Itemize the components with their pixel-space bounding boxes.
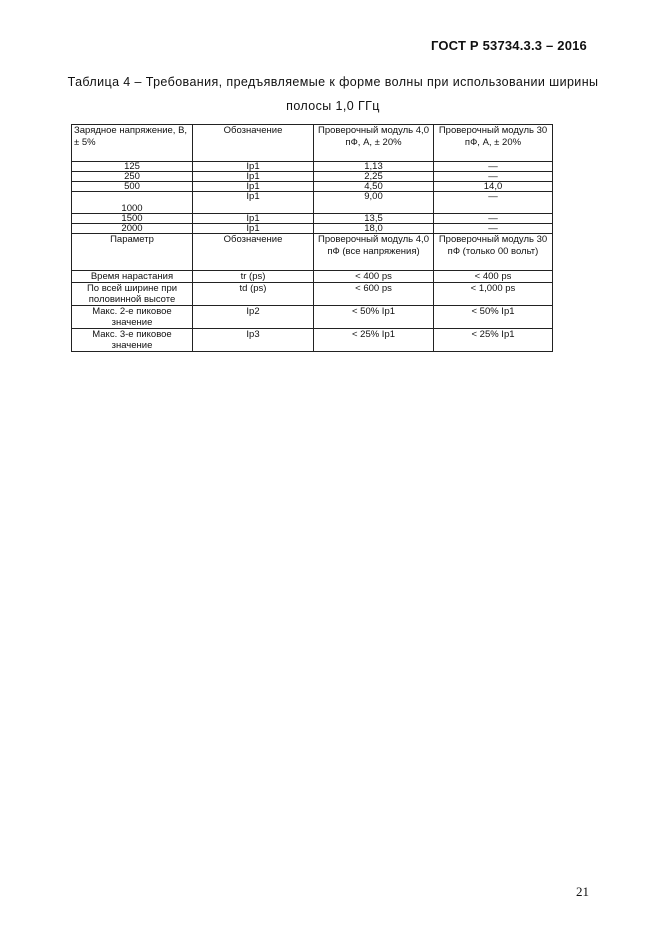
voltage-cell: 2000 — [72, 224, 193, 234]
table-row — [72, 283, 553, 306]
module-4pf-cell: 4,50 — [314, 182, 434, 192]
parameter-cell: Макс. 2-е пиковое значение — [72, 306, 193, 329]
table-subheader-row — [72, 234, 553, 271]
module-4pf-cell: 2,25 — [314, 172, 434, 182]
module-4pf-cell: 18,0 — [314, 224, 434, 234]
designation-cell: tr (ps) — [193, 271, 314, 283]
parameter-cell: По всей ширине при половинной высоте — [72, 283, 193, 306]
module-30pf-cell: < 25% Ip1 — [434, 329, 553, 352]
module-4pf-cell: 1,13 — [314, 162, 434, 172]
module-4pf-cell: 13,5 — [314, 214, 434, 224]
table-caption — [40, 70, 626, 118]
voltage-cell: 1000 — [72, 192, 193, 214]
designation-cell: Ip1 — [193, 172, 314, 182]
voltage-cell: 500 — [72, 182, 193, 192]
module-30pf-cell: < 1,000 ps — [434, 283, 553, 306]
module-30pf-cell: — — [434, 192, 553, 214]
table-row — [72, 306, 553, 329]
header-designation-2: Обозначение — [193, 234, 314, 271]
designation-cell: Ip1 — [193, 192, 314, 214]
voltage-cell: 125 — [72, 162, 193, 172]
module-30pf-cell: < 50% Ip1 — [434, 306, 553, 329]
table-row — [72, 329, 553, 352]
module-4pf-cell: 9,00 — [314, 192, 434, 214]
table-row — [72, 162, 553, 172]
module-4pf-cell: < 50% Ip1 — [314, 306, 434, 329]
designation-cell: td (ps) — [193, 283, 314, 306]
header-parameter: Параметр — [72, 234, 193, 271]
caption-line-1: Таблица 4 – Требования, предъявляемые к форме волны при использовании ширины — [67, 75, 599, 89]
designation-cell: Ip1 — [193, 162, 314, 172]
waveform-requirements-table — [71, 124, 553, 352]
module-30pf-cell: — — [434, 214, 553, 224]
designation-cell: Ip1 — [193, 214, 314, 224]
page-number: 21 — [576, 884, 589, 899]
voltage-cell: 1500 — [72, 214, 193, 224]
table-row — [72, 214, 553, 224]
voltage-cell: 250 — [72, 172, 193, 182]
designation-cell: Ip1 — [193, 182, 314, 192]
document-header: ГОСТ Р 53734.3.3 – 2016 — [430, 38, 587, 53]
module-30pf-cell: — — [434, 172, 553, 182]
header-module-30pf-only: Проверочный модуль 30 пФ (только 00 вольт) — [434, 234, 553, 271]
designation-cell: Ip2 — [193, 306, 314, 329]
module-30pf-cell: — — [434, 224, 553, 234]
module-30pf-cell: — — [434, 162, 553, 172]
table-row — [72, 192, 553, 214]
module-4pf-cell: < 25% Ip1 — [314, 329, 434, 352]
table-row — [72, 224, 553, 234]
header-designation: Обозначение — [193, 125, 314, 162]
designation-cell: Ip1 — [193, 224, 314, 234]
table-row — [72, 172, 553, 182]
header-module-30pf: Проверочный модуль 30 пФ, А, ± 20% — [434, 125, 553, 162]
designation-cell: Ip3 — [193, 329, 314, 352]
parameter-cell: Время нарастания — [72, 271, 193, 283]
module-30pf-cell: < 400 ps — [434, 271, 553, 283]
module-4pf-cell: < 600 ps — [314, 283, 434, 306]
header-voltage: Зарядное напряжение, В, ± 5% — [72, 125, 193, 162]
table-row — [72, 271, 553, 283]
table-header-row — [72, 125, 553, 162]
module-4pf-cell: < 400 ps — [314, 271, 434, 283]
table-row — [72, 182, 553, 192]
parameter-cell: Макс. 3-е пиковое значение — [72, 329, 193, 352]
header-module-4pf: Проверочный модуль 4,0 пФ, А, ± 20% — [314, 125, 434, 162]
header-module-4pf-all: Проверочный модуль 4,0 пФ (все напряжения) — [314, 234, 434, 271]
caption-line-2: полосы 1,0 ГГц — [286, 99, 380, 113]
module-30pf-cell: 14,0 — [434, 182, 553, 192]
